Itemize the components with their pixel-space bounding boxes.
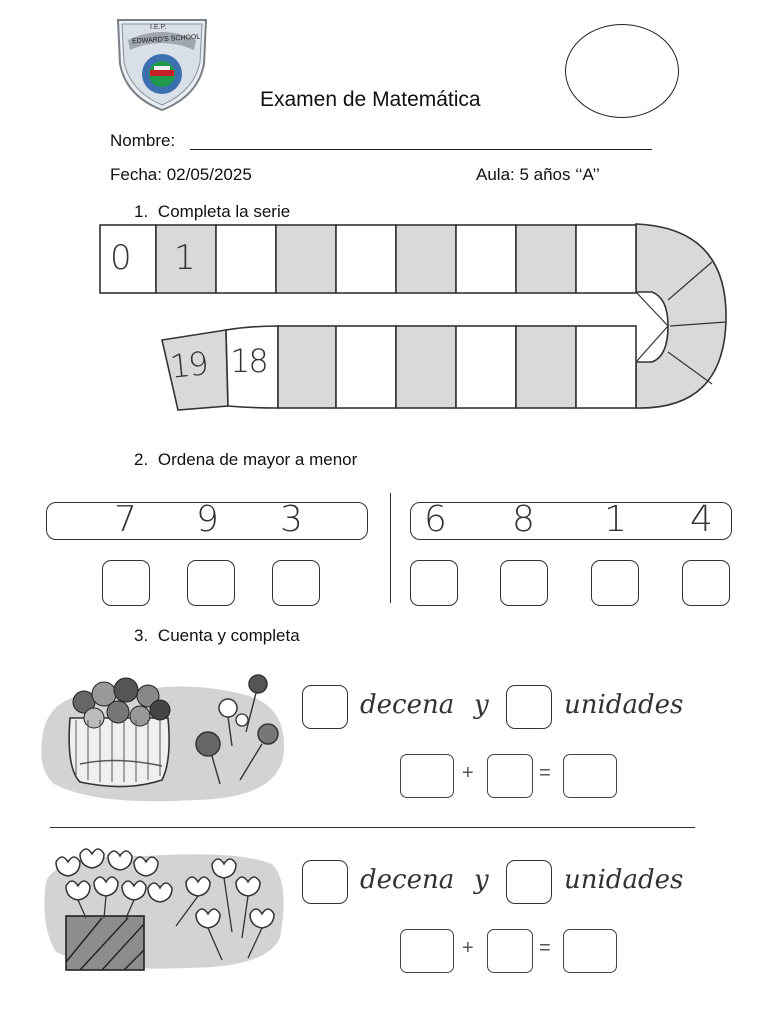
flowers-addend-2-box[interactable] <box>487 929 533 973</box>
flowers-total-box[interactable] <box>563 929 617 973</box>
number-a-3: 3 <box>280 499 303 540</box>
candy-equals-sign: = <box>539 762 551 784</box>
question-1-number: 1. <box>134 202 149 221</box>
flowers-y-word: y <box>474 865 489 895</box>
flowers-plus-sign: + <box>462 937 474 959</box>
flowers-decena-word: decena <box>360 865 455 895</box>
series-cell-18: 18 <box>230 342 267 380</box>
question-3 <box>134 626 300 646</box>
order-answer-box-b2[interactable] <box>500 560 548 606</box>
q3-separator <box>50 827 695 828</box>
number-series-track <box>0 0 768 420</box>
page-title: Examen de Matemática <box>260 88 481 111</box>
candy-decena-box[interactable] <box>302 685 348 729</box>
candy-addend-1-box[interactable] <box>400 754 454 798</box>
candy-addend-2-box[interactable] <box>487 754 533 798</box>
number-a-2: 9 <box>196 499 219 540</box>
question-2 <box>134 450 357 470</box>
name-label: Nombre: <box>110 131 176 150</box>
candy-illustration <box>36 660 296 810</box>
series-cell-1: 1 <box>174 238 196 278</box>
order-answer-box-a1[interactable] <box>102 560 150 606</box>
question-2-number: 2. <box>134 450 149 469</box>
number-b-1: 6 <box>424 499 447 540</box>
flowers-unidades-box[interactable] <box>506 860 552 904</box>
logo-text-top: I.E.P. <box>150 24 167 31</box>
number-b-3: 1 <box>604 499 627 540</box>
number-a-1: 7 <box>114 499 137 540</box>
number-b-4: 4 <box>690 499 713 540</box>
series-cell-0: 0 <box>110 238 132 278</box>
candy-unidades-box[interactable] <box>506 685 552 729</box>
question-3-number: 3. <box>134 626 149 645</box>
flowers-illustration <box>36 842 296 977</box>
question-3-text: Cuenta y completa <box>157 626 300 645</box>
flowers-addend-1-box[interactable] <box>400 929 454 973</box>
flowers-unidades-word: unidades <box>564 865 684 895</box>
series-cell-19: 19 <box>168 344 209 386</box>
flowers-equals-sign: = <box>539 937 551 959</box>
number-b-2: 8 <box>512 499 535 540</box>
order-answer-box-b3[interactable] <box>591 560 639 606</box>
candy-plus-sign: + <box>462 762 474 784</box>
order-answer-box-b1[interactable] <box>410 560 458 606</box>
logo-text-name: EDWARD'S SCHOOL <box>131 33 201 46</box>
question-1-text: Completa la serie <box>157 202 291 221</box>
classroom-label: Aula: 5 años ‘‘A’’ <box>476 165 600 184</box>
candy-y-word: y <box>474 690 489 720</box>
order-answer-box-a2[interactable] <box>187 560 235 606</box>
candy-total-box[interactable] <box>563 754 617 798</box>
numbers-bar-b <box>410 502 732 540</box>
order-answer-box-a3[interactable] <box>272 560 320 606</box>
order-answer-box-b4[interactable] <box>682 560 730 606</box>
flowers-decena-box[interactable] <box>302 860 348 904</box>
date-label: Fecha: 02/05/2025 <box>110 165 252 184</box>
q2-divider <box>390 493 391 603</box>
candy-decena-word: decena <box>360 690 455 720</box>
question-2-text: Ordena de mayor a menor <box>157 450 358 469</box>
candy-unidades-word: unidades <box>564 690 684 720</box>
